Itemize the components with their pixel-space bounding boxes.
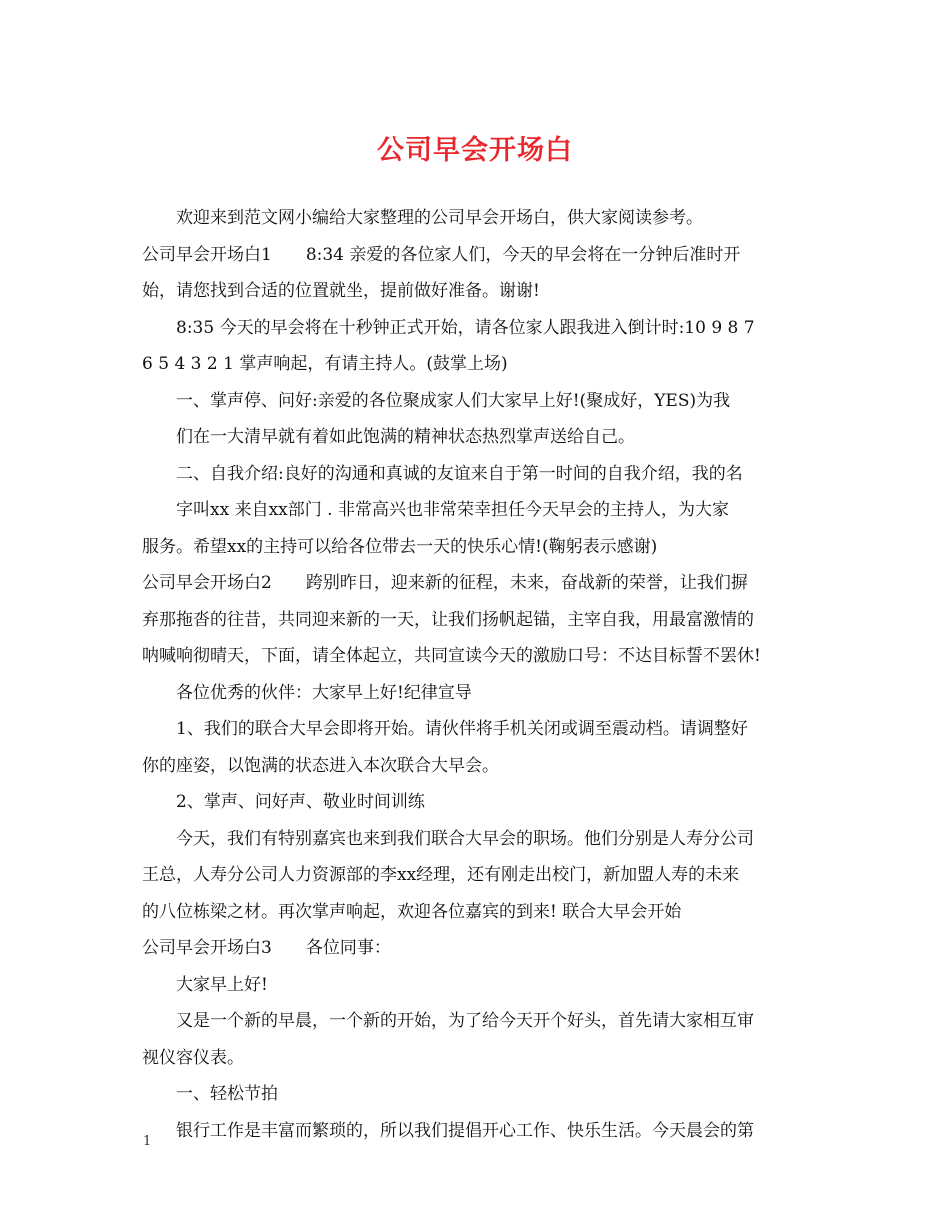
page-number: 1 [143, 1134, 152, 1149]
paragraph-line: 公司早会开场白2 跨别昨日，迎来新的征程，未来，奋战新的荣誉，让我们摒 [142, 573, 748, 593]
paragraph-line: 一、轻松节拍 [176, 1084, 278, 1104]
paragraph-line: 王总，人寿分公司人力资源部的李xx经理，还有刚走出校门，新加盟人寿的未来 [142, 865, 740, 885]
paragraph-line: 公司早会开场白3 各位同事： [142, 938, 391, 958]
paragraph-line: 二、自我介绍:良好的沟通和真诚的友谊来自于第一时间的自我介绍，我的名 [176, 463, 743, 484]
paragraph-line: 一、掌声停、问好:亲爱的各位聚成家人们大家早上好!(聚成好，YES)为我 [176, 390, 731, 411]
paragraph-line: 银行工作是丰富而繁琐的，所以我们提倡开心工作、快乐生活。今天晨会的第 [176, 1120, 754, 1141]
paragraph-line: 你的座姿，以饱满的状态进入本次联合大早会。 [142, 755, 499, 776]
paragraph-line: 1、我们的联合大早会即将开始。请伙伴将手机关闭或调至震动档。请调整好 [176, 719, 748, 739]
paragraph-line: 弃那拖沓的往昔，共同迎来新的一天，让我们扬帆起锚，主宰自我，用最富激情的 [142, 609, 754, 630]
paragraph-line: 2、掌声、问好声、敬业时间训练 [176, 792, 425, 812]
paragraph-line: 视仪容仪表。 [142, 1047, 244, 1068]
document-title: 公司早会开场白 [377, 135, 573, 166]
paragraph-line: 公司早会开场白1 8:34 亲爱的各位家人们，今天的早会将在一分钟后准时开 [142, 244, 741, 265]
paragraph-line: 服务。希望xx的主持可以给各位带去一天的快乐心情!(鞠躬表示感谢) [142, 536, 658, 557]
paragraph-line: 各位优秀的伙伴：大家早上好!纪律宣导 [176, 682, 472, 703]
paragraph-line: 欢迎来到范文网小编给大家整理的公司早会开场白，供大家阅读参考。 [176, 208, 703, 228]
paragraph-line: 始，请您找到合适的位置就坐，提前做好准备。谢谢! [142, 281, 540, 301]
paragraph-line: 们在一大清早就有着如此饱满的精神状态热烈掌声送给自己。 [176, 427, 635, 447]
paragraph-line: 的八位栋梁之材。再次掌声响起，欢迎各位嘉宾的到来! 联合大早会开始 [142, 901, 682, 922]
document-body [142, 200, 822, 1149]
paragraph-line: 大家早上好! [176, 974, 268, 995]
paragraph-line: 8:35 今天的早会将在十秒钟正式开始，请各位家人跟我进入倒计时:10 9 8 7 [176, 317, 755, 338]
paragraph-line: 6 5 4 3 2 1 掌声响起，有请主持人。(鼓掌上场) [142, 354, 508, 374]
paragraph-line: 今天，我们有特别嘉宾也来到我们联合大早会的职场。他们分别是人寿分公司 [176, 828, 754, 849]
paragraph-line: 又是一个新的早晨，一个新的开始，为了给今天开个好头，首先请大家相互审 [176, 1011, 754, 1031]
paragraph-line: 字叫xx 来自xx部门 . 非常高兴也非常荣幸担任今天早会的主持人，为大家 [176, 500, 729, 520]
paragraph-line: 呐喊响彻晴天，下面，请全体起立，共同宣读今天的激励口号：不达目标誓不罢休! [142, 646, 761, 666]
